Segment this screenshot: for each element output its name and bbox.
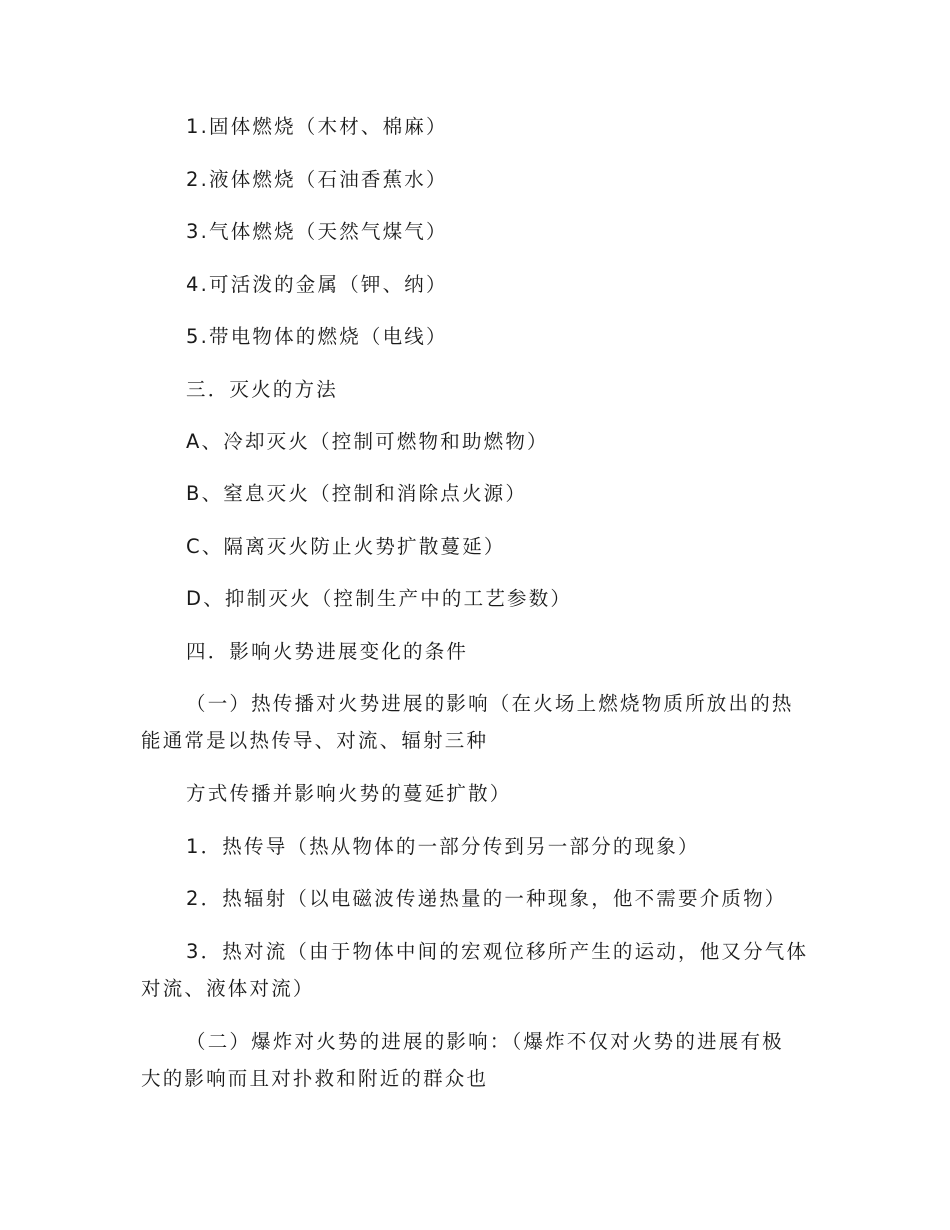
- list-item-convection-line-2: 对流、液体对流）: [141, 977, 315, 1000]
- list-item-conduction: 1．热传导（热从物体的一部分传到另一部分的现象）: [186, 835, 700, 858]
- list-item-smothering: B、窒息灭火（控制和消除点火源）: [186, 482, 528, 505]
- paragraph-heat-transfer-line-3: 方式传播并影响火势的蔓延扩散）: [186, 782, 512, 805]
- list-item-radiation: 2．热辐射（以电磁波传递热量的一种现象，他不需要介质物）: [186, 887, 787, 910]
- list-item-liquid-combustion: 2.液体燃烧（石油香蕉水）: [186, 168, 448, 191]
- paragraph-explosion-line-2: 大的影响而且对扑救和附近的群众也: [141, 1067, 489, 1090]
- list-item-convection-line-1: 3．热对流（由于物体中间的宏观位移所产生的运动，他又分气体: [186, 940, 809, 963]
- list-item-gas-combustion: 3.气体燃烧（天然气煤气）: [186, 220, 448, 243]
- list-item-solid-combustion: 1.固体燃烧（木材、棉麻）: [186, 115, 448, 138]
- paragraph-heat-transfer-line-1: （一）热传播对火势进展的影响（在火场上燃烧物质所放出的热: [186, 692, 794, 715]
- list-item-active-metal: 4.可活泼的金属（钾、纳）: [186, 273, 448, 296]
- paragraph-heat-transfer-line-2: 能通常是以热传导、对流、辐射三种: [141, 729, 489, 752]
- section-heading-fire-conditions: 四．影响火势进展变化的条件: [186, 640, 469, 663]
- list-item-cooling: A、冷却灭火（控制可燃物和助燃物）: [186, 430, 549, 453]
- section-heading-extinguishing-methods: 三．灭火的方法: [186, 378, 338, 401]
- list-item-isolation: C、隔离灭火防止火势扩散蔓延）: [186, 535, 506, 558]
- list-item-charged-object: 5.带电物体的燃烧（电线）: [186, 325, 448, 348]
- list-item-suppression: D、抑制灭火（控制生产中的工艺参数）: [186, 587, 573, 610]
- paragraph-explosion-line-1: （二）爆炸对火势的进展的影响：（爆炸不仅对火势的进展有极: [186, 1030, 784, 1053]
